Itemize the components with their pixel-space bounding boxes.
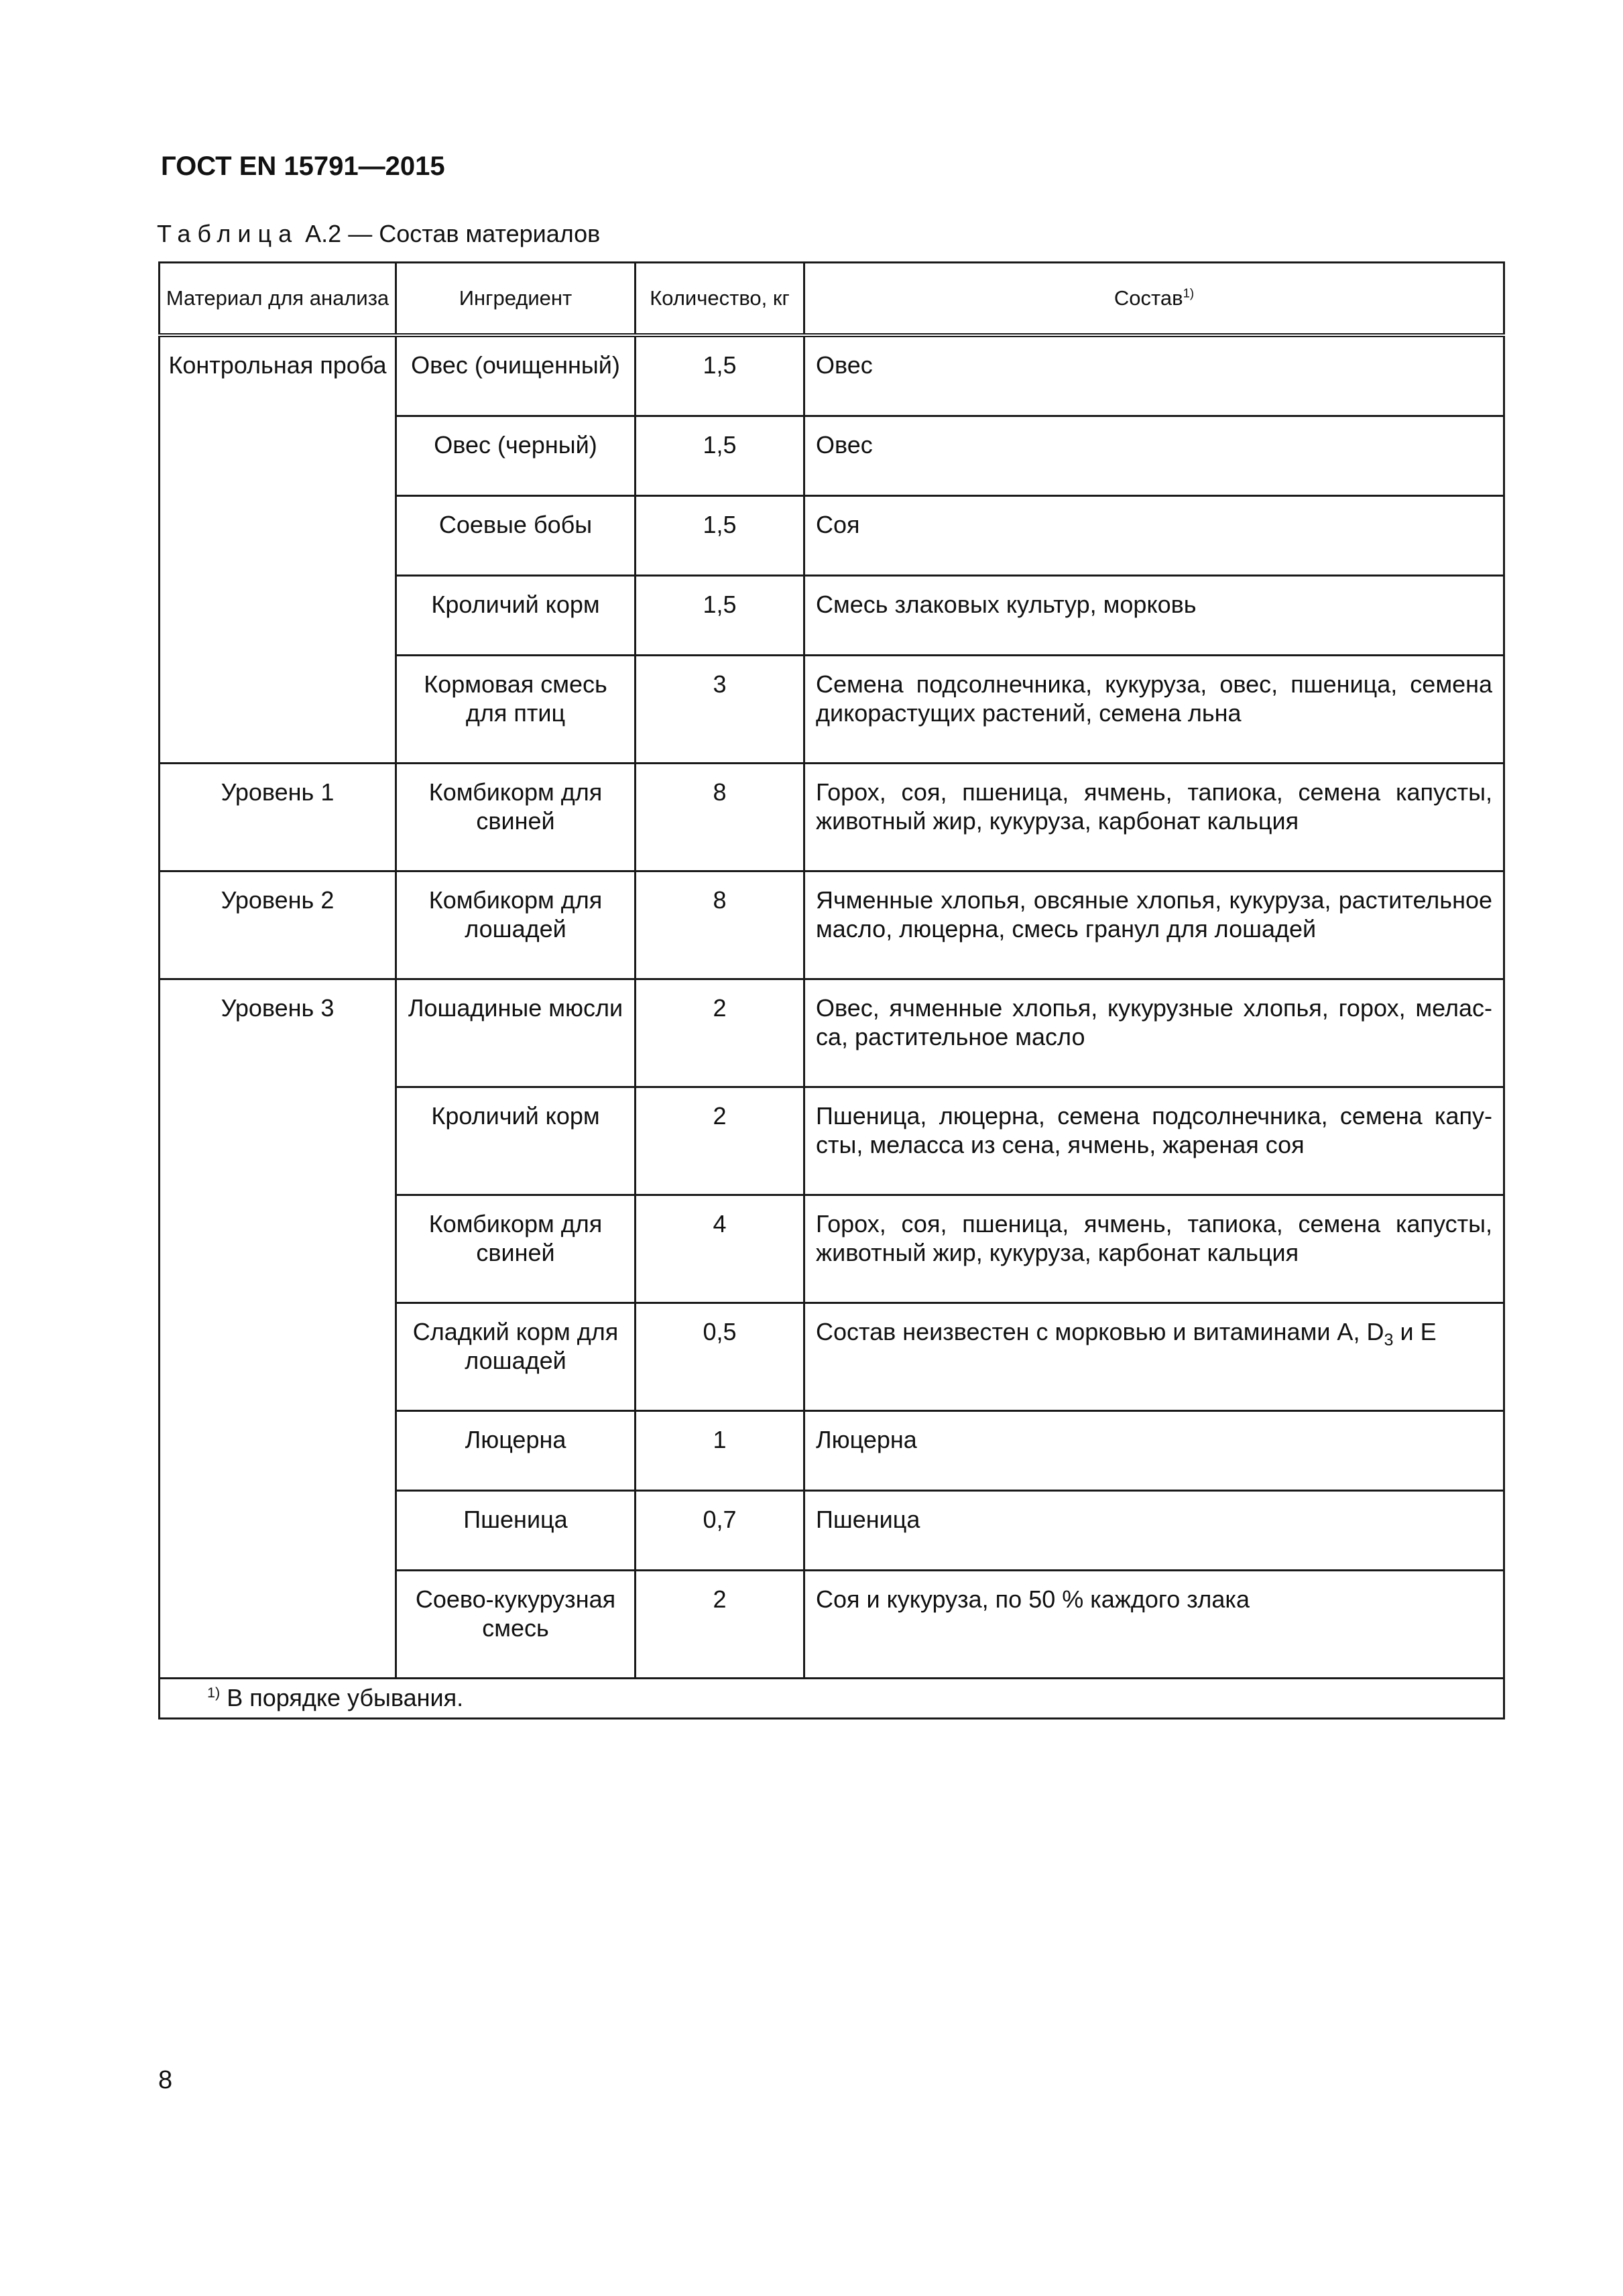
composition-header-label: Состав [1114,286,1183,310]
composition-text-before: Состав неизвестен с морковью и витаминами А, D [816,1318,1384,1345]
composition-cell: Смесь злаковых культур, морковь [804,576,1504,656]
ingredient-cell: Комбикорм для лошадей [396,871,636,979]
table-row [160,335,1504,416]
composition-cell: Горох, соя, пшеница, ячмень, тапиока, семена капусты, животный жир, кукуруза, карбонат кальция [804,1195,1504,1303]
ingredient-cell: Лошадиные мюсли [396,979,636,1087]
ingredient-cell: Комбикорм для свиней [396,1195,636,1303]
ingredient-cell: Овес (очищенный) [396,335,636,416]
composition-cell: Овес [804,416,1504,496]
col-header-material: Материал для анализа [160,263,396,336]
table-header-row [160,263,1504,336]
caption-title: Состав материалов [379,220,601,247]
composition-cell: Люцерна [804,1411,1504,1491]
ingredient-cell: Кроличий корм [396,576,636,656]
table-caption [157,220,600,248]
page-number: 8 [158,2066,173,2094]
quantity-cell: 1,5 [636,576,804,656]
material-cell: Контрольная проба [160,335,396,764]
ingredient-cell: Кормовая смесь для птиц [396,656,636,764]
ingredient-cell: Сладкий корм для лошадей [396,1303,636,1411]
materials-table [158,261,1505,1719]
quantity-cell: 1 [636,1411,804,1491]
quantity-cell: 8 [636,871,804,979]
composition-footnote-mark: 1) [1183,286,1195,300]
composition-cell: Овес [804,335,1504,416]
composition-cell: Соя и кукуруза, по 50 % каждого злака [804,1571,1504,1679]
composition-cell: Овес, ячменные хлопья, кукурузные хлопья, горох, меласса, растительное масло [804,979,1504,1087]
composition-cell: Пшеница, люцерна, семена подсолнечника, семена капусты, меласса из сена, ячмень, жареная соя [804,1087,1504,1195]
composition-cell: Горох, соя, пшеница, ячмень, тапиока, семена капусты, животный жир, кукуруза, карбонат кальция [804,764,1504,871]
ingredient-cell: Кроличий корм [396,1087,636,1195]
quantity-cell: 1,5 [636,416,804,496]
footnote-mark: 1) [207,1684,221,1701]
quantity-cell: 4 [636,1195,804,1303]
quantity-cell: 1,5 [636,335,804,416]
quantity-cell: 0,5 [636,1303,804,1411]
quantity-cell: 2 [636,979,804,1087]
composition-subscript: 3 [1384,1331,1394,1350]
caption-dash: — [348,220,373,247]
table-row [160,871,1504,979]
ingredient-cell: Соевые бобы [396,496,636,576]
material-cell: Уровень 2 [160,871,396,979]
caption-number: А.2 [305,220,342,247]
table-footnote-row [160,1679,1504,1719]
col-header-composition [804,263,1504,336]
composition-cell [804,1303,1504,1411]
quantity-cell: 2 [636,1087,804,1195]
ingredient-cell: Пшеница [396,1491,636,1571]
table-row [160,764,1504,871]
ingredient-cell: Соево-кукурузная смесь [396,1571,636,1679]
quantity-cell: 0,7 [636,1491,804,1571]
table-footnote [160,1679,1504,1719]
table-row [160,979,1504,1087]
standard-code: ГОСТ EN 15791—2015 [161,152,445,181]
quantity-cell: 8 [636,764,804,871]
composition-cell: Соя [804,496,1504,576]
composition-cell: Семена подсолнечника, кукуруза, овес, пшеница, семена дикорастущих растений, семена льна [804,656,1504,764]
composition-cell: Пшеница [804,1491,1504,1571]
col-header-quantity: Количество, кг [636,263,804,336]
quantity-cell: 1,5 [636,496,804,576]
composition-text-after: и Е [1393,1318,1437,1345]
col-header-ingredient: Ингредиент [396,263,636,336]
material-cell: Уровень 1 [160,764,396,871]
ingredient-cell: Люцерна [396,1411,636,1491]
quantity-cell: 3 [636,656,804,764]
quantity-cell: 2 [636,1571,804,1679]
ingredient-cell: Овес (черный) [396,416,636,496]
material-cell: Уровень 3 [160,979,396,1679]
footnote-text: В порядке убывания. [220,1684,464,1711]
composition-cell: Ячменные хлопья, овсяные хлопья, кукуруза, растительное масло, люцерна, смесь гранул для лошадей [804,871,1504,979]
ingredient-cell: Комбикорм для свиней [396,764,636,871]
caption-label: Таблица [157,220,299,247]
